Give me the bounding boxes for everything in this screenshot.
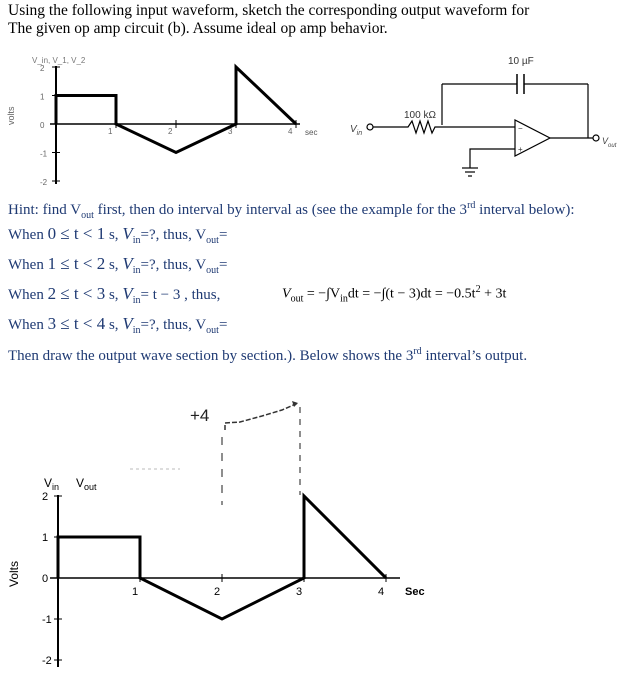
- question-line-2: The given op amp circuit (b). Assume ideal op amp behavior.: [8, 20, 388, 37]
- bottom-ytick-label: 2: [42, 491, 49, 503]
- noninverting-input-label: +: [518, 145, 523, 154]
- bottom-x-unit: Sec: [405, 586, 425, 598]
- inverting-input-label: −: [518, 124, 523, 133]
- output-terminal: [593, 135, 599, 141]
- input-waveform-line: [56, 67, 296, 153]
- ground-wire: [470, 149, 515, 168]
- vin-label: $V_{in}$: [350, 124, 363, 137]
- top-xtick-label: 4: [288, 127, 293, 136]
- op-amp-integrator-circuit: [340, 50, 630, 190]
- input-terminal: [367, 124, 373, 130]
- top-xtick-label: 2: [168, 127, 173, 136]
- bottom-ytick-label: 0: [42, 573, 49, 585]
- hint-row-1: When 0 ≤ t < 1 s, $V_{in}=$?, thus, $V_{out}=$: [8, 224, 228, 246]
- vout-label: $V_{out}$: [602, 136, 617, 149]
- vout-third-interval-curve: [225, 403, 298, 430]
- bottom-xtick-label: 1: [132, 586, 139, 598]
- bottom-xtick-label: 2: [214, 586, 221, 598]
- bottom-xtick-label: 4: [378, 586, 385, 598]
- top-ytick-label: -1: [40, 149, 48, 159]
- hint-row-4: When 3 ≤ t < 4 s, $V_{in}=$?, thus, $V_{out}=$: [8, 314, 228, 336]
- bottom-ytick-label: -1: [42, 614, 52, 626]
- top-xtick-label: 1: [108, 127, 113, 136]
- hint-intro: Hint: find $V_{out}$ first, then do interval by interval as (see the example for the 3rd interval below):: [8, 200, 575, 221]
- top-ytick-label: 0: [40, 121, 45, 130]
- capacitor-label: 10 µF: [508, 56, 534, 67]
- resistor-label: 100 kΩ: [404, 110, 436, 121]
- hint-then-text: Then draw the output wave section by section.). Below shows the 3rd interval’s output.: [8, 346, 528, 364]
- vin-waveform-line: [58, 496, 386, 619]
- bottom-legend-vin: $V_{in}$: [44, 476, 60, 492]
- input-waveform-graph: [0, 40, 330, 190]
- top-xtick-label: 3: [228, 127, 233, 136]
- bottom-xtick-label: 3: [296, 586, 303, 598]
- top-ytick-label: -2: [40, 178, 48, 187]
- question-line-1: Using the following input waveform, sketch the corresponding output waveform for: [8, 2, 530, 19]
- bottom-ytick-label: 1: [42, 532, 49, 544]
- output-waveform-graph: [0, 395, 460, 687]
- resistor: [373, 121, 515, 133]
- bottom-legend-vout: $V_{out}$: [76, 476, 97, 492]
- top-legend: V_in, V_1, V_2: [32, 56, 86, 65]
- plus-four-annotation: +4: [190, 406, 210, 425]
- top-x-unit: sec: [305, 128, 318, 137]
- bottom-ytick-label: -2: [42, 655, 52, 667]
- bottom-ylabel: Volts: [7, 560, 21, 587]
- integral-equation: $V_{out} = -\int V_{in}dt = -\int(t - 3)dt = -0.5t^2 + 3t$: [282, 284, 507, 305]
- hint-row-3: When 2 ≤ t < 3 s, $V_{in}= t - 3$ , thus,: [8, 284, 221, 306]
- top-ytick-label: 1: [40, 92, 45, 102]
- question-text: [8, 2, 529, 38]
- hint-row-2: When 1 ≤ t < 2 s, $V_{in}=$?, thus, $V_{out}=$: [8, 254, 228, 276]
- top-ytick-label: 2: [40, 64, 45, 73]
- top-ylabel: volts: [6, 106, 16, 125]
